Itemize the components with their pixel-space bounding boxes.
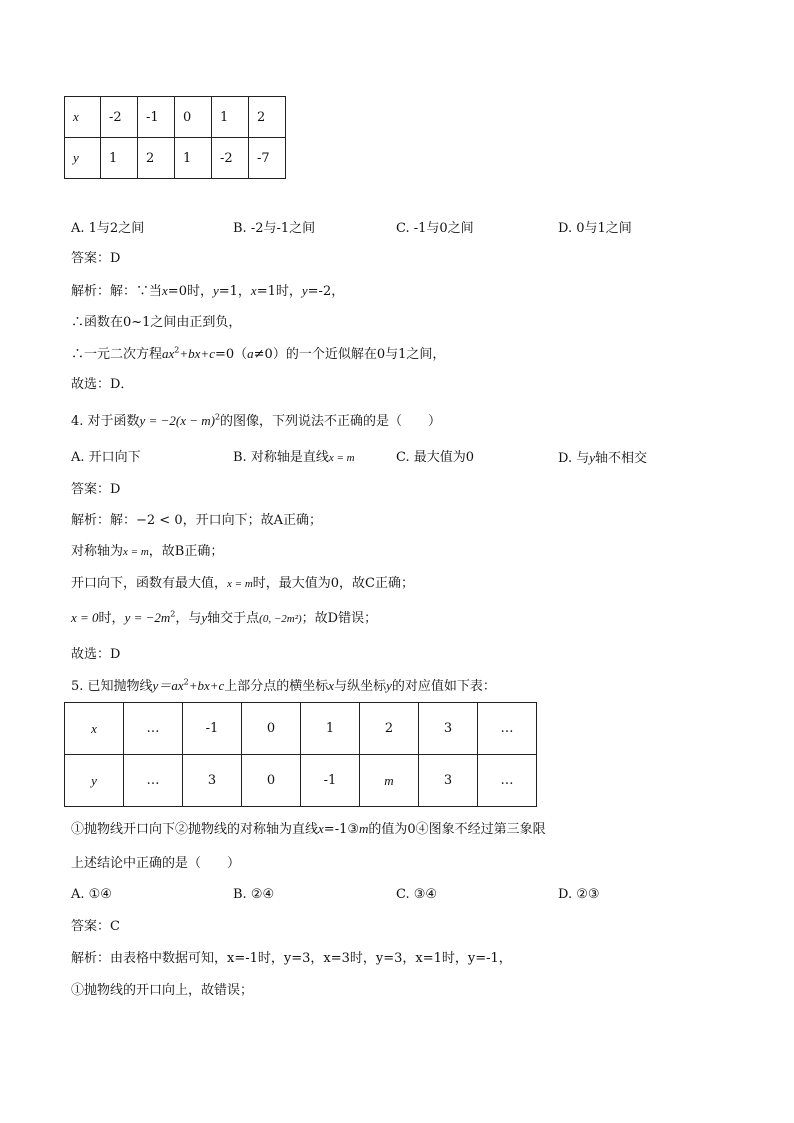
table-row [65,138,286,179]
q3-explanation-line-3: ∴一元二次方程$ax^2+bx+c=0(a\ne 0)$的一个近似解在0与1之间， [71,345,446,362]
table-cell: 2 [249,97,286,138]
q4-explanation-line-4: x = 0时，$y = -2m^2$，与y轴交于点(0, −2m²)；故D错误； [71,609,378,626]
table-row [65,97,286,138]
table-cell: 3 [419,703,478,755]
q3-option-d: D. 0与1之间 [558,221,632,236]
q3-option-b: B. -2与-1之间 [233,221,316,236]
xy-table-1 [64,96,286,179]
q3-option-c: C. -1与0之间 [396,221,474,236]
table-cell: 3 [183,755,242,807]
table-header-x: x [65,97,101,138]
q4-explanation-line-1: 解析：解：−2 < 0，开口向下；故A正确； [71,513,322,528]
table-cell: 1 [301,703,360,755]
q3-option-a: A. 1与2之间 [71,221,145,236]
q5-option-b: B. ②④ [233,887,275,902]
q5-answer: 答案：C [71,919,120,934]
q4-option-b: B. 对称轴是直线x = m [233,450,355,465]
table-cell: -1 [138,97,175,138]
q5-option-c: C. ③④ [396,887,438,902]
table-cell: -1 [183,703,242,755]
q3-explanation-line-1: 解析：解：∵当x=0时，y=1，x=1时，y=-2， [71,283,345,299]
table-cell: 2 [138,138,175,179]
table-cell: 0 [242,703,301,755]
table-header-y: y [65,138,101,179]
table-cell: 1 [101,138,138,179]
q5-stem: 5. 已知抛物线$y=ax^2+bx+c$上部分点的横坐标x与纵坐标y的对应值如下表： [71,677,496,694]
q4-explanation-line-2: 对称轴为x = m，故B正确； [71,544,224,559]
table-cell: 2 [360,703,419,755]
table-cell: -1 [301,755,360,807]
q4-option-c: C. 最大值为0 [396,450,475,465]
table-cell: … [478,703,537,755]
q4-choose: 故选：D [71,647,121,662]
table-cell: -7 [249,138,286,179]
table-cell: m [360,755,419,807]
q5-question: 上述结论中正确的是（ ） [71,856,241,871]
table-row [65,755,537,807]
table-cell: -2 [212,138,249,179]
q3-answer: 答案：D [71,251,121,266]
table-header-x: x [65,703,124,755]
table-cell: … [124,755,183,807]
q3-explanation-line-2: ∴函数在0~1之间由正到负， [71,315,242,330]
q4-answer: 答案：D [71,482,121,497]
q4-stem: 4. 对于函数$y = -2(x - m)^2$的图像，下列说法不正确的是（ ） [71,412,442,429]
q4-option-d: D. 与y轴不相交 [558,450,648,466]
q4-option-a: A. 开口向下 [71,450,141,465]
table-header-y: y [65,755,124,807]
table-cell: … [478,755,537,807]
table-cell: 3 [419,755,478,807]
q5-explanation-line-2: ①抛物线的开口向上，故错误； [71,983,254,998]
table-row [65,703,537,755]
table-cell: … [124,703,183,755]
table-cell: 1 [175,138,212,179]
q4-explanation-line-3: 开口向下，函数有最大值，x = m时，最大值为0，故C正确； [71,576,414,591]
table-cell: 0 [242,755,301,807]
q5-option-a: A. ①④ [71,887,112,902]
q5-option-d: D. ②③ [558,887,600,902]
q3-choose: 故选：D． [71,377,134,392]
q5-explanation-line-1: 解析：由表格中数据可知，x=-1时，y=3，x=3时，y=3，x=1时，y=-1， [71,951,512,966]
table-cell: 0 [175,97,212,138]
table-cell: -2 [101,97,138,138]
table-cell: 1 [212,97,249,138]
xy-table-2 [64,702,537,807]
q5-statements: ①抛物线开口向下②抛物线的对称轴为直线x=-1③m的值为0④图象不经过第三象限 [71,821,546,837]
